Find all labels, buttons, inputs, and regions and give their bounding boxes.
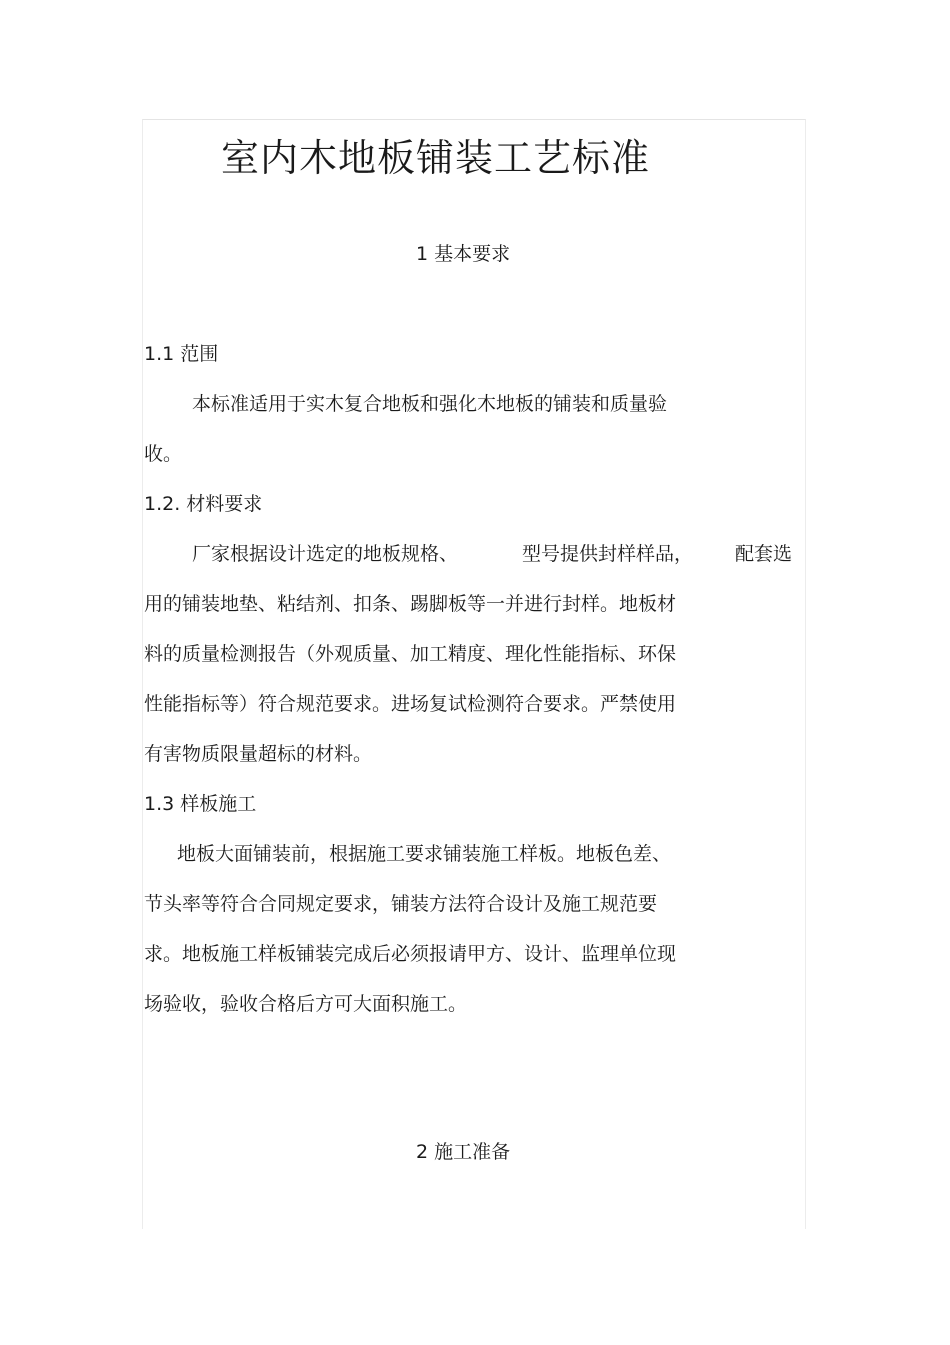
paragraph-line: 有害物质限量超标的材料。 (144, 743, 373, 765)
paragraph-line: 节头率等符合合同规定要求，铺装方法符合设计及施工规范要 (144, 893, 658, 915)
paragraph-line: 厂家根据设计选定的地板规格、 (192, 543, 459, 565)
paragraph-line: 性能指标等）符合规范要求。进场复试检测符合要求。严禁使用 (144, 693, 677, 715)
paragraph-line: 型号提供封样样品， (522, 543, 694, 565)
paragraph-line: 本标准适用于实木复合地板和强化木地板的铺装和质量验 (192, 393, 668, 415)
section-1-heading: 1 基本要求 (416, 243, 511, 265)
document-title: 室内木地板铺装工艺标准 (221, 136, 651, 180)
paragraph-line: 配套选 (735, 543, 793, 565)
page-frame (142, 119, 806, 1229)
subsection-1-2-heading: 1.2. 材料要求 (144, 493, 263, 515)
subsection-1-3-heading: 1.3 样板施工 (144, 793, 257, 815)
paragraph-line: 收。 (144, 443, 183, 465)
paragraph-line: 地板大面铺装前，根据施工要求铺装施工样板。地板色差、 (177, 843, 672, 865)
paragraph-line: 用的铺装地垫、粘结剂、扣条、踢脚板等一并进行封样。地板材 (144, 593, 677, 615)
subsection-1-1-heading: 1.1 范围 (144, 343, 219, 365)
paragraph-line: 料的质量检测报告（外观质量、加工精度、理化性能指标、环保 (144, 643, 677, 665)
section-2-heading: 2 施工准备 (416, 1141, 511, 1163)
paragraph-line: 求。地板施工样板铺装完成后必须报请甲方、设计、监理单位现 (144, 943, 677, 965)
paragraph-line: 场验收，验收合格后方可大面积施工。 (144, 993, 468, 1015)
